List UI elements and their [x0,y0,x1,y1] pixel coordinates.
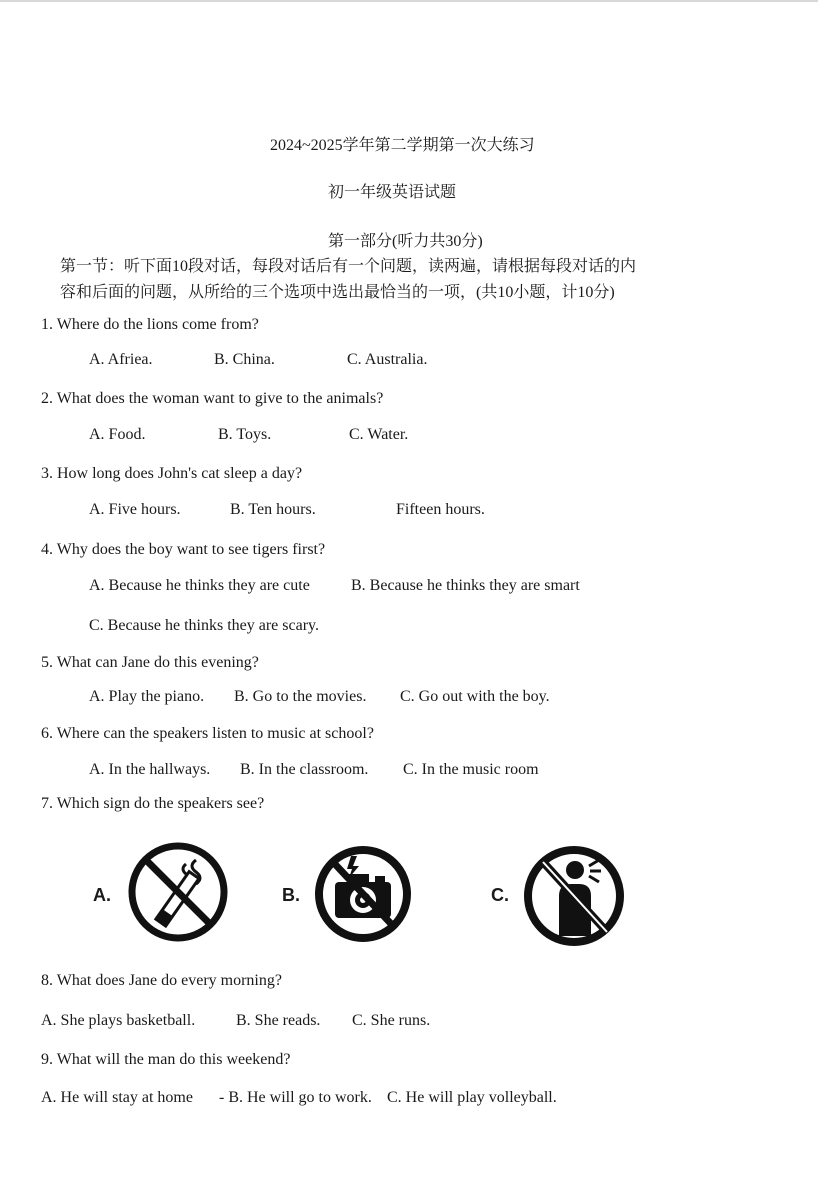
page-top-border [0,0,818,2]
question-1-option-c: C. Australia. [347,351,428,368]
question-8-option-b: B. She reads. [236,1012,321,1029]
question-9-option-a: A. He will stay at home [41,1089,193,1106]
no-loud-talking-icon [521,840,627,952]
question-5: 5. What can Jane do this evening? [41,654,259,671]
question-1-option-a: A. Afriea. [89,351,153,368]
sign-b-letter: B. [282,885,300,905]
question-1: 1. Where do the lions come from? [41,316,259,333]
question-6-option-a: A. In the hallways. [89,761,211,778]
question-9-option-b: - B. He will go to work. [219,1089,372,1106]
question-3-option-b: B. Ten hours. [230,501,316,518]
question-8-option-a: A. She plays basketball. [41,1012,196,1029]
question-1-option-b: B. China. [214,351,275,368]
question-3-option-a: A. Five hours. [89,501,181,518]
question-4-option-a: A. Because he thinks they are cute [89,577,310,594]
question-4: 4. Why does the boy want to see tigers first? [41,541,326,558]
question-3: 3. How long does John's cat sleep a day? [41,465,303,482]
question-8-option-c: C. She runs. [352,1012,431,1029]
question-6-option-c: C. In the music room [403,761,539,778]
question-2-option-c: C. Water. [349,426,409,443]
no-smoking-icon [126,838,230,946]
question-6-option-b: B. In the classroom. [240,761,369,778]
sign-a-letter: A. [93,885,111,905]
question-3-option-c: Fifteen hours. [396,501,485,518]
question-2: 2. What does the woman want to give to the animals? [41,390,384,407]
question-5-option-a: A. Play the piano. [89,688,205,705]
section-intro-line-1: 第一节：听下面10段对话，每段对话后有一个问题，读两遍，请根据每段对话的内 [60,258,637,275]
question-5-option-b: B. Go to the movies. [234,688,367,705]
question-6: 6. Where can the speakers listen to music at school? [41,725,374,742]
question-2-option-b: B. Toys. [218,426,272,443]
question-9: 9. What will the man do this weekend? [41,1051,291,1068]
question-4-option-b: B. Because he thinks they are smart [351,577,580,594]
exam-subtitle: 初一年级英语试题 [328,184,457,201]
question-5-option-c: C. Go out with the boy. [400,688,550,705]
section-intro-line-2: 容和后面的问题，从所给的三个选项中选出最恰当的一项，(共10小题，计10分) [60,284,615,301]
question-2-option-a: A. Food. [89,426,146,443]
no-photography-icon [313,838,413,948]
part-heading: 第一部分(听力共30分) [328,233,483,250]
question-9-option-c: C. He will play volleyball. [387,1089,557,1106]
sign-c-letter: C. [491,885,509,905]
question-8: 8. What does Jane do every morning? [41,972,282,989]
question-4-option-c: C. Because he thinks they are scary. [89,617,319,634]
exam-title: 2024~2025学年第二学期第一次大练习 [270,137,535,154]
question-7: 7. Which sign do the speakers see? [41,795,265,812]
